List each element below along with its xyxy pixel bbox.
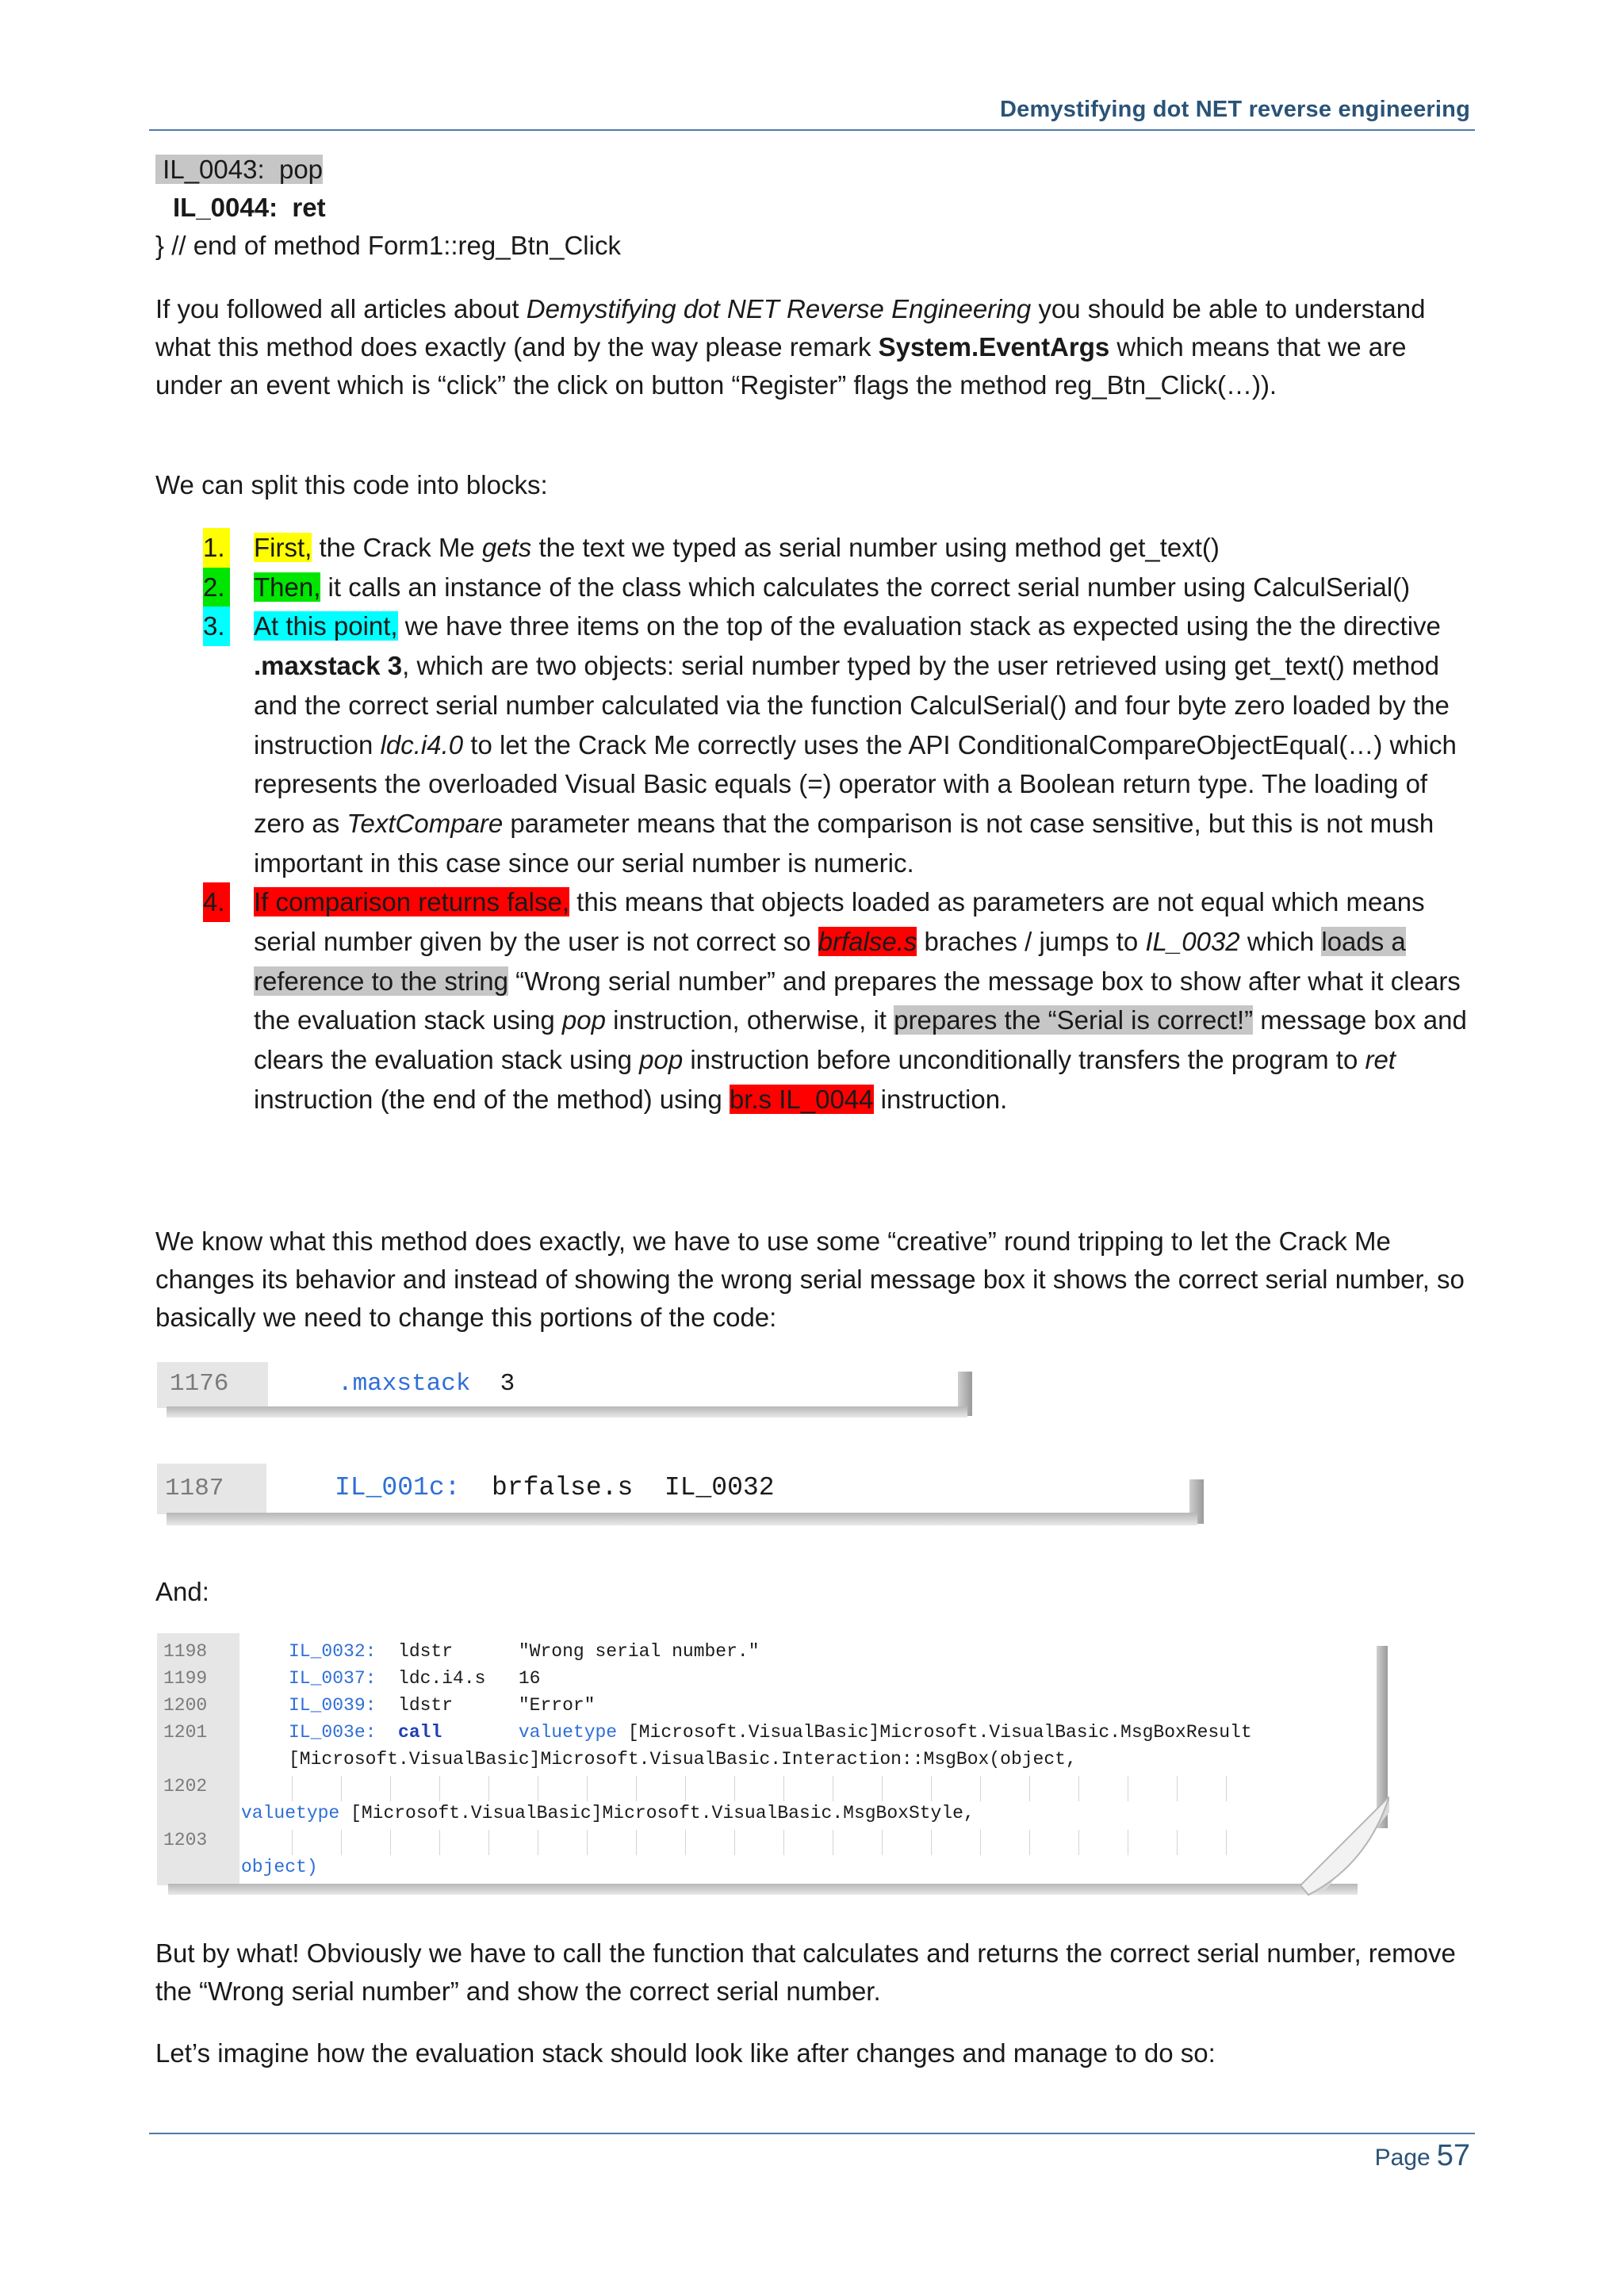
code-line-pop: IL_0043: pop bbox=[155, 155, 324, 184]
list-item-1: 1. First, the Crack Me gets the text we typed as serial number using method get_text() bbox=[155, 528, 1472, 568]
paragraph-round-tripping: We know what this method does exactly, we have to use some “creative” round tripping to let the Crack Me changes its behavior and instead of showing the wrong serial message box it shows the correct serial number, so basically we need to change this portions of the code: bbox=[155, 1226, 1465, 1332]
paragraph-split-blocks: We can split this code into blocks: bbox=[155, 470, 548, 499]
paragraph-intro: If you followed all articles about Demystifying dot NET Reverse Engineering you should be able to understand what this method does exactly (and by the way please remark System.EventArgs which means that we are under an event which is “click” the click on button “Register” flags the method reg_Btn_Click(…)). bbox=[155, 294, 1426, 400]
paragraph-and: And: bbox=[155, 1577, 209, 1606]
list-item-4: 4. If comparison returns false, this means that objects loaded as parameters are not equal which means serial number given by the user is not correct so brfalse.s braches / jumps to IL_0032 which loads a reference to the string “Wrong serial number” and prepares the message box to show after what it clears the evaluation stack using pop instruction, otherwise, it prepares the “Serial is correct!” message box and clears the evaluation stack using pop instruction before unconditionally transfers the program to ret instruction (the end of the method) using br.s IL_0044 instruction. bbox=[155, 882, 1472, 1119]
blocks-list bbox=[155, 528, 1472, 1119]
paragraph-but-by-what: But by what! Obviously we have to call the function that calculates and returns the correct serial number, remove the “Wrong serial number” and show the correct serial number. bbox=[155, 1938, 1456, 2006]
page-number: Page 57 bbox=[1374, 2139, 1470, 2172]
code-screenshot-brfalse: 1187 IL_001c: brfalse.s IL_0032 bbox=[157, 1464, 1196, 1514]
page-curl-icon bbox=[1300, 1797, 1389, 1896]
screenshot-shadow bbox=[167, 1513, 1197, 1525]
code-screenshot-maxstack: 1176 .maxstack 3 bbox=[157, 1362, 966, 1408]
list-item-2: 2. Then, it calls an instance of the class which calculates the correct serial number using CalculSerial() bbox=[155, 568, 1472, 607]
header-rule bbox=[149, 129, 1475, 131]
header-title: Demystifying dot NET reverse engineering bbox=[1000, 97, 1470, 122]
paragraph-evaluation-stack: Let’s imagine how the evaluation stack should look like after changes and manage to do so: bbox=[155, 2038, 1216, 2068]
code-line-ret: IL_0044: ret bbox=[173, 193, 326, 222]
code-line-end-method: } // end of method Form1::reg_Btn_Click bbox=[155, 231, 621, 260]
code-screenshot-msgbox: 1198 IL_0032: ldstr "Wrong serial number." 1199 IL_0037: ldc.i4.s 16 1200 IL_0039: ldstr "Error" 1201 IL_003e: call valuetype [Microsoft.VisualBasic]Microsoft.VisualBasic.MsgBoxResult [Microsoft.VisualBasic]Microsoft.VisualBasic.Interaction::MsgBox(object, 1202 valuetype [Microsoft.VisualBasic]Microsoft.VisualBasic.MsgBoxStyle, 1203 object) bbox=[157, 1633, 1378, 1885]
code-snippet-top bbox=[155, 151, 621, 265]
screenshot-shadow bbox=[168, 1884, 1358, 1895]
footer-rule bbox=[149, 2133, 1475, 2134]
screenshot-shadow bbox=[167, 1406, 967, 1418]
list-item-3: 3. At this point, we have three items on the top of the evaluation stack as expected using the the directive .maxstack 3, which are two objects: serial number typed by the user retrieved using get_text() method and the correct serial number calculated via the function CalculSerial() and four byte zero loaded by the instruction ldc.i4.0 to let the Crack Me correctly uses the API ConditionalCompareObjectEqual(…) which represents the overloaded Visual Basic equals (=) operator with a Boolean return type. The loading of zero as TextCompare parameter means that the comparison is not case sensitive, but this is not mush important in this case since our serial number is numeric. bbox=[155, 607, 1472, 882]
